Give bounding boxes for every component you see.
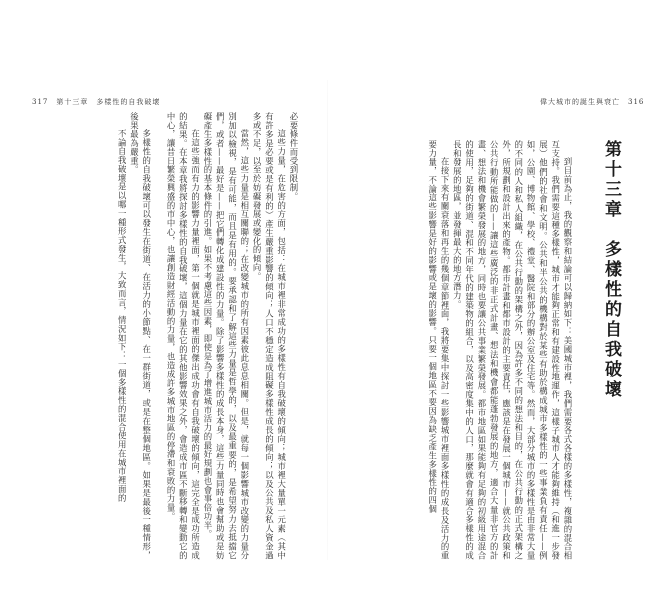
chapter-title: 第十三章 多樣性的自我破壞 (601, 140, 621, 400)
left-paragraph-6: 不論自我破壞是以哪一種形式發生，大致而言，情況如下：一個多樣性的混合使用在城市裡面的 (117, 128, 128, 503)
right-paragraph-1: 到目前為止，我的觀察和結論可以歸納如下：美國城市裡，我們需要各式各樣的多樣性，複雜的混合相互支持。我們需要這種多樣性，城市才能夠正常和有建設性地運作，這樣子城市人才能夠維持（和進一步發展）他們的社會和文明。公共和半公共的機構對於某些有助於構成城市多樣性的一些事業負有責任——例如，公園、博物館、學校、禮堂、醫院和部分的辦公室及住宅等。然而，大部分城市的多樣性是由非常大量的不同的人和私人組織，在公共行動的架構之外，因為許多不同的想法和目的，在公共行動的正式架構之外，所規劃和設計出來的產物。都市計畫和都市設計的主要責任，應該是在發展一個城市——就公共政策和公共行動所能做的——讓這些廣泛的非正式計畫、想法和機會都能蓬勃發展的地方，適合大量非官方的計畫、想法和機會繁榮發展的地方，同時也要讓公共事業繁榮發展。都市地區如果能夠有足夠的初級用途混合的使用，足夠的街道、混和不同年代的建築物的組合，以及高密度集中的人口，那麼就會有適合多樣性的成長和發展的地區，並發揮最大的地方潛力。 (452, 140, 573, 560)
page-gutter (327, 80, 328, 560)
left-paragraph-2: 這些力量，在危害的方面，包括：在城市裡非常成功的多樣性有自我破壞的傾向；城市裡大量單一元素（其中有許多是必要或是有利的）產生嚴重影響的傾向；人口不穩定造成阻礙多樣性成長的傾向；以及公共及私人資金過多或不足，以至於妨礙發展或變化的傾向。 (252, 112, 287, 560)
right-paragraph-2: 在接下來有關衰落和再生的幾個章節裡面，我將要集中探討一些影響城市裡面多樣性的成長及活力的重要力量，不論這些影響是好的影響或是壞的影響。只要一個地區不要因為缺乏產生多樣性的四個 (427, 140, 451, 560)
right-page-body (352, 140, 574, 560)
left-paragraph-5: 多樣性的自我破壞可以發生在街道、在活力的小節點、在一群街道，或是在整個地區。如果是最後一種情形，後果最為嚴重。 (129, 112, 152, 560)
left-paragraph-1: 必要條件而受到限制。 (289, 112, 299, 201)
left-page-body (32, 112, 300, 560)
right-running-head: 偉大城市的誕生與衰亡 316 (540, 98, 645, 106)
left-running-head: 317 第十三章 多樣性的自我破壞 (32, 98, 161, 106)
left-paragraph-4: 在這些強而有力的影響力量裡面，第一個就是城市裡面的傑出成功會有自我破壞的傾向，這完全是成功所造成的結果。在本章我將探討多樣性的自我破壞，這個力量在它的其他影響效果之外，會造成市區不斷移轉和變動它的中心，讓昔日繁榮興盛的市中心，也讓創造財經活動的力量，也造成許多城市地區的停滯和衰敗的力量。 (166, 112, 201, 560)
left-paragraph-3: 當然，這些力量是相互關聯的；在改變城市的所有因素彼此息息相關。但是，就每一個影響城市改變的力量分別加以檢視，是有可能，而且是有用的。要承認和了解這些力量是哲學的，以及最重要的，是希望努力去抵擋它們，或者——最好是——把它們轉化成建設性的力量。除了影響多樣性的成長本身，這些力量同時也會幫助或是妨礙產生多樣性的基本條件的引進。如果不考慮這些因素，即使是為了增進城市活力的最好規劃也會事倍功半。 (202, 112, 250, 560)
